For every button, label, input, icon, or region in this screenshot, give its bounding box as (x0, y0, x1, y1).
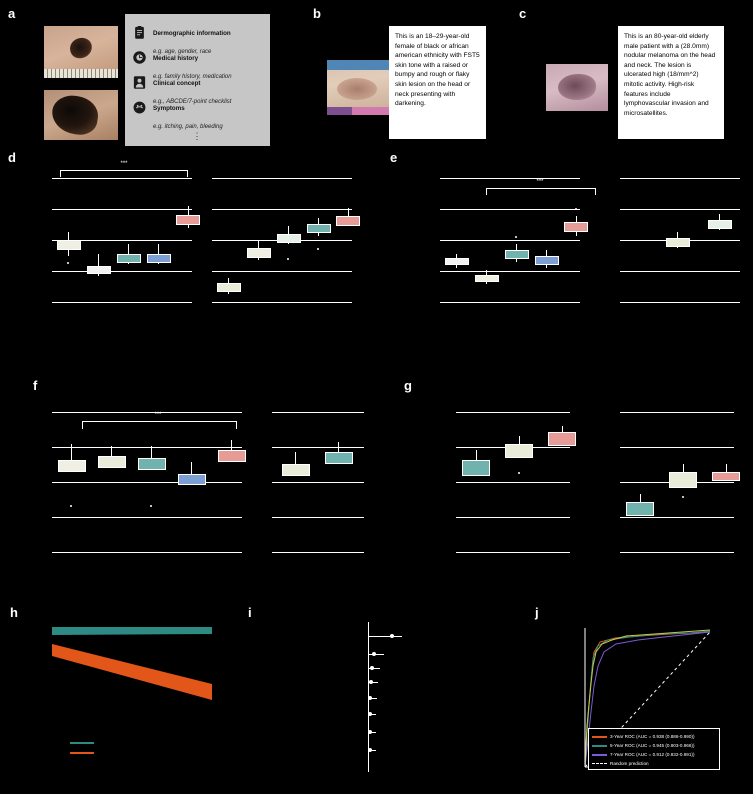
roc-legend (588, 728, 720, 770)
gridline (52, 447, 242, 448)
box-plot-box (666, 238, 690, 247)
gridline (272, 447, 364, 448)
panel-letter-b: b (313, 6, 321, 21)
gridline (456, 412, 570, 413)
kaplan-meier-plot (40, 622, 220, 762)
roc-legend-swatch (592, 736, 607, 738)
ruler-scale (44, 69, 118, 78)
km-legend-swatch-low (70, 752, 94, 754)
gridline (52, 552, 242, 553)
legend-item-subtitle: e.g. family history, medication (153, 74, 232, 80)
image-band-top (327, 60, 389, 70)
box-plot-box (505, 444, 533, 458)
box-plot-box (325, 452, 353, 464)
outlier-point (682, 496, 684, 498)
clipboard-icon (131, 24, 148, 41)
forest-point-estimate (368, 748, 372, 752)
roc-legend-swatch (592, 754, 607, 756)
km-curve-low (52, 644, 212, 700)
box-plot-box (57, 240, 81, 250)
legend-ellipsis: ⋮ (192, 131, 203, 141)
image-band-bottom (327, 107, 389, 115)
box-plot-box (87, 266, 111, 274)
forest-point-estimate (390, 634, 394, 638)
outlier-point (317, 248, 319, 250)
forest-point-estimate (368, 696, 372, 700)
panel-f-left-boxplot (52, 412, 242, 552)
gridline (52, 302, 192, 303)
box-plot-box (176, 215, 200, 225)
forest-point-estimate (368, 730, 372, 734)
panel-e-right-boxplot (620, 178, 740, 303)
history-icon (131, 49, 148, 66)
km-curve-high (52, 627, 212, 635)
box-plot-box (548, 432, 576, 446)
legend-item-title: Clinical concept (153, 80, 201, 87)
panel-d-left-boxplot (52, 161, 192, 303)
outlier-point (515, 236, 517, 238)
box-plot-box (505, 250, 529, 259)
forest-point-estimate (369, 680, 373, 684)
outlier-point (70, 505, 72, 507)
legend-item-title: Symptoms (153, 105, 185, 112)
box-plot-box (336, 216, 360, 226)
box-plot-box (669, 472, 697, 488)
outlier-point (575, 208, 577, 210)
panel-letter-e: e (390, 150, 398, 165)
forest-ci-line (368, 654, 384, 655)
roc-legend-label: 5-Year ROC (AUC = 0.945 (0.903-0.966)) (610, 743, 695, 748)
roc-legend-label: Random prediction (610, 761, 649, 766)
gridline (52, 209, 192, 210)
panel-g-left-boxplot (456, 412, 570, 552)
box-plot-box (138, 458, 166, 470)
panel-letter-j: j (535, 605, 539, 620)
box-plot-box (282, 464, 310, 476)
gridline (212, 302, 352, 303)
box-plot-box (626, 502, 654, 516)
gridline (440, 240, 580, 241)
clinical-image-b (327, 60, 389, 115)
legend-item-title: Dermographic information (153, 30, 231, 37)
significance-label: *** (536, 179, 544, 185)
significance-label: *** (120, 161, 128, 167)
symptom-icon (131, 99, 148, 116)
outlier-point (67, 262, 69, 264)
dermoscopy-image-top (44, 26, 118, 78)
panel-f-right-boxplot (272, 412, 364, 552)
lesion-region (558, 74, 596, 100)
panel-letter-h: h (10, 605, 18, 620)
gridline (620, 412, 734, 413)
gridline (620, 517, 734, 518)
forest-ci-line (368, 636, 402, 637)
gridline (620, 271, 740, 272)
km-curves (40, 622, 220, 762)
box-plot-box (218, 450, 246, 462)
roc-legend-label: 7-Year ROC (AUC = 0.912 (0.832-0.991)) (610, 752, 695, 757)
gridline (620, 209, 740, 210)
box-plot-box (475, 275, 499, 282)
roc-legend-swatch (592, 763, 607, 766)
box-plot-box (445, 258, 469, 265)
roc-legend-item-3year (592, 732, 716, 741)
outlier-point (150, 505, 152, 507)
panel-letter-c: c (519, 6, 527, 21)
gridline (440, 271, 580, 272)
panel-letter-i: i (248, 605, 252, 620)
gridline (52, 271, 192, 272)
panel-letter-g: g (404, 378, 412, 393)
outlier-point (518, 472, 520, 474)
gridline (620, 178, 740, 179)
box-plot-box (147, 254, 171, 263)
legend-item-text (153, 97, 267, 133)
km-legend-swatch-high (70, 742, 94, 744)
box-plot-box (247, 248, 271, 258)
metadata-legend-box (125, 14, 270, 146)
gridline (456, 552, 570, 553)
panel-letter-f: f (33, 378, 38, 393)
box-plot-box (98, 456, 126, 468)
gridline (212, 178, 352, 179)
gridline (272, 412, 364, 413)
panel-letter-a: a (8, 6, 16, 21)
roc-legend-label: 3-Year ROC (AUC = 0.938 (0.886-0.990)) (610, 734, 695, 739)
roc-legend-item-7year (592, 750, 716, 759)
panel-e-left-boxplot (440, 178, 580, 303)
gridline (212, 271, 352, 272)
box-plot-box (58, 460, 86, 472)
gridline (620, 552, 734, 553)
gridline (620, 447, 734, 448)
box-plot-box (712, 472, 740, 481)
significance-bracket (60, 170, 188, 177)
gridline (440, 209, 580, 210)
panel-d-right-boxplot (212, 178, 352, 303)
person-icon (131, 74, 148, 91)
gridline (272, 482, 364, 483)
panel-letter-d: d (8, 150, 16, 165)
gridline (52, 178, 192, 179)
legend-item-title: Medical history (153, 55, 199, 62)
lesion-region (50, 93, 101, 137)
roc-legend-item-5year (592, 741, 716, 750)
box-plot-box (535, 256, 559, 265)
box-plot-box (277, 234, 301, 243)
box-plot-box (217, 283, 241, 292)
significance-label: *** (154, 412, 162, 418)
forest-point-estimate (372, 652, 376, 656)
gridline (52, 482, 242, 483)
gridline (272, 552, 364, 553)
significance-bracket (486, 188, 596, 195)
box-plot-box (564, 222, 588, 232)
box-plot-box (708, 220, 732, 229)
gridline (272, 517, 364, 518)
gridline (212, 209, 352, 210)
forest-point-estimate (370, 666, 374, 670)
roc-legend-item-random (592, 759, 716, 768)
dermoscopy-image-bottom (44, 90, 118, 140)
panel-b-caption: This is an 18–29-year-old female of black or african american ethnicity with FST5 skin tone with a raised or bumpy and rough or flaky skin lesion on the head or neck presenting with darkening. (389, 26, 486, 139)
forest-point-estimate (368, 712, 372, 716)
panel-c-caption: This is an 80-year-old elderly male patient with a (28.0mm) nodular melanoma on the head and neck. The lesion is ulcerated high (18/mm^2) mitotic activity. High-risk features include lymphovascular invasion and microsatellites. (618, 26, 724, 139)
outlier-point (287, 258, 289, 260)
legend-item-subtitle: e.g., ABCDE/7-point checklist (153, 99, 232, 105)
gridline (456, 482, 570, 483)
box-plot-box (462, 460, 490, 476)
gridline (52, 517, 242, 518)
forest-plot (360, 622, 490, 772)
box-plot-box (307, 224, 331, 233)
gridline (456, 517, 570, 518)
box-plot-box (178, 474, 206, 485)
gridline (440, 302, 580, 303)
lesion-region (68, 36, 94, 60)
significance-bracket (82, 421, 237, 429)
legend-item-subtitle: e.g. age, gender, race (153, 49, 212, 55)
clinical-image-c (546, 64, 608, 111)
legend-item-subtitle: e.g. itching, pain, bleeding (153, 124, 223, 130)
box-plot-box (117, 254, 141, 263)
gridline (620, 302, 740, 303)
panel-g-right-boxplot (620, 412, 734, 552)
roc-legend-swatch (592, 745, 607, 747)
lesion-region (337, 78, 377, 100)
